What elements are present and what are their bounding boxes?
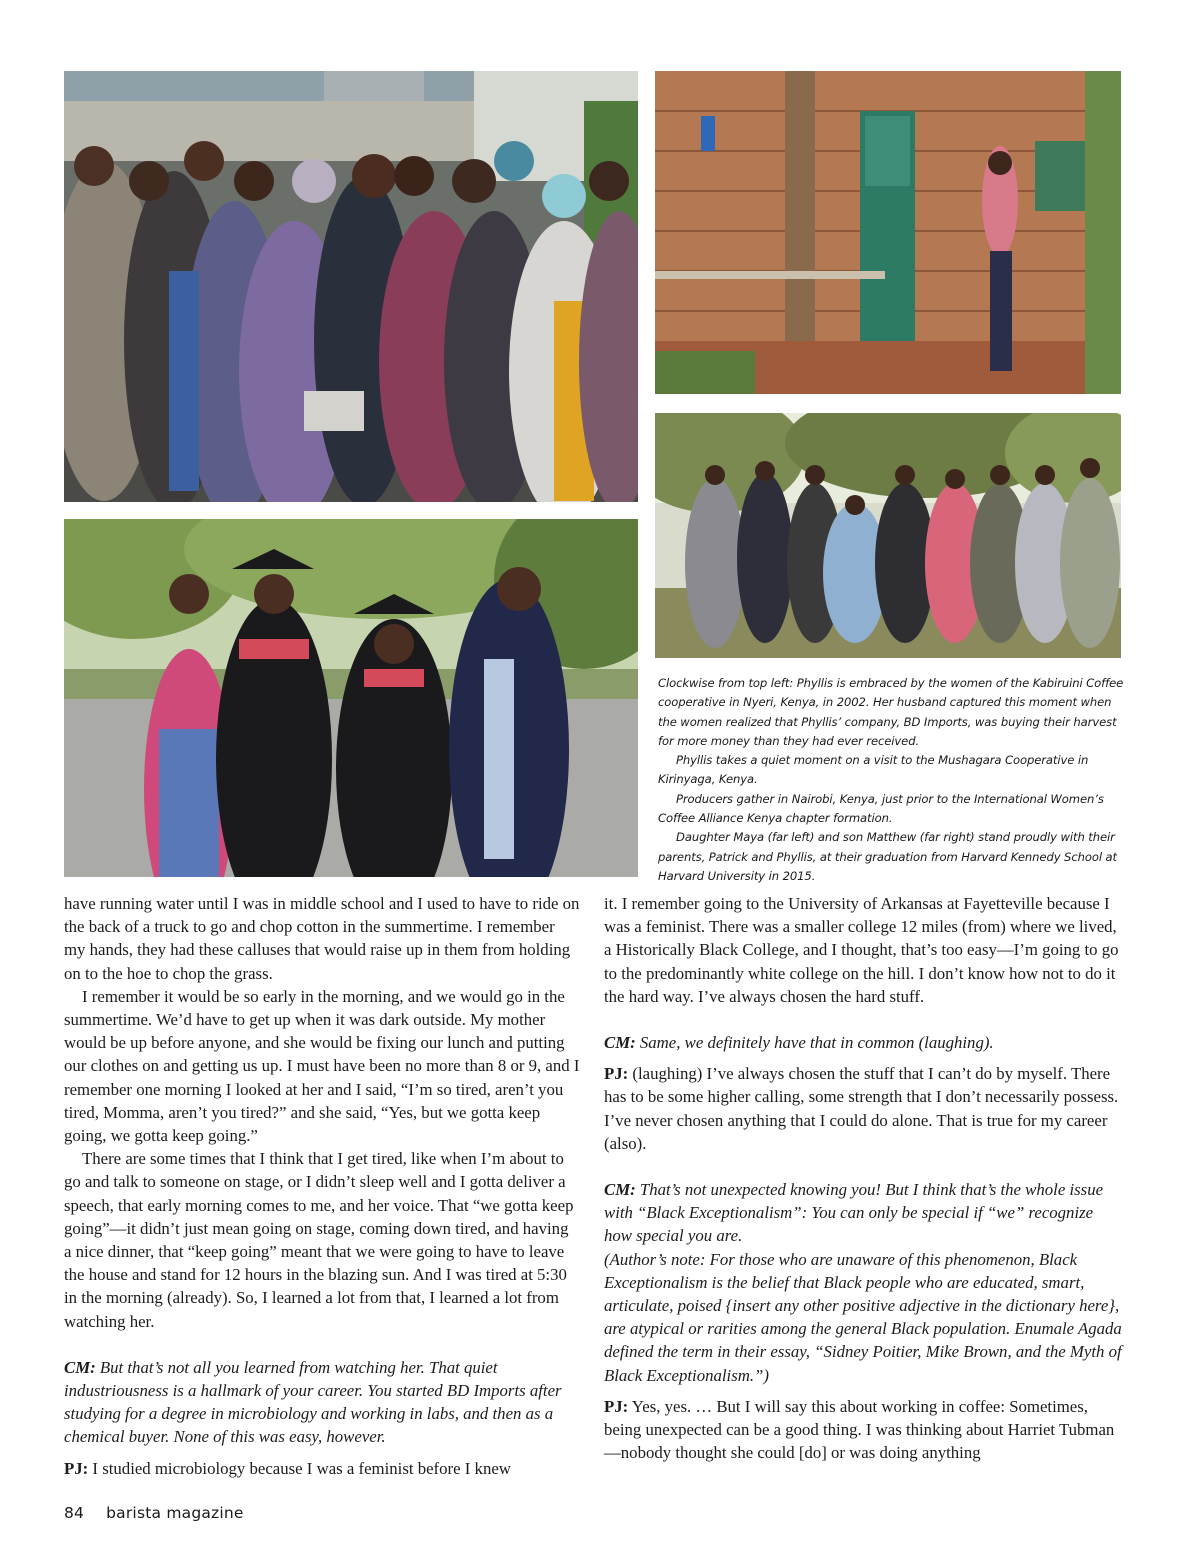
caption-line-3: Producers gather in Nairobi, Kenya, just prior to the International Women’s Coffee Alliance Kenya chapter formation. — [658, 791, 1104, 826]
article-column-right — [604, 892, 1122, 1464]
paragraph: have running water until I was in middle school and I used to have to ride on the back of a truck to go and chop cotton in the summertime. I remember my hands, they had these calluses that would raise up in them from holding on to the hoe to chop the grass. — [64, 894, 580, 983]
answer-text: Yes, yes. … But I will say this about working in coffee: Sometimes, being unexpected can be a good thing. I was thinking about Harriet Tubman—nobody thought she could [do] or was doing anything — [604, 1396, 1115, 1463]
photo-kabiruini-women — [64, 71, 638, 502]
interview-question — [604, 1031, 1122, 1054]
speaker-label: CM: — [604, 1180, 636, 1200]
paragraph: I remember it would be so early in the morning, and we would go in the summertime. We’d have to get up when it was dark outside. My mother would be up before anyone, and she would be fixing our lunch and putting our clothes on and getting us up. I must have been no more than 8 or 9, and I remember one morning I looked at her and I said, “I’m so tired, aren’t you tired, Momma, aren’t you tired?” and she said, “Yes, but we gotta keep going, we gotta keep going.” — [64, 986, 580, 1146]
answer-text: (laughing) I’ve always chosen the stuff that I can’t do by myself. There has to be some higher calling, some strength that I don’t necessarily possess. I’ve never chosen anything that I could do alone. That is true for my career (also). — [604, 1064, 1119, 1153]
photo-producers-nairobi — [655, 413, 1121, 658]
paragraph: There are some times that I think that I get tired, like when I’m about to go and talk to someone on stage, or I didn’t sleep well and I gotta deliver a speech, that early morning comes to me, and her voice. That “we gotta keep going”—it didn’t just mean going on stage, coming down tired, and having a nice dinner, that “keep going” meant that we were going to have to leave the house and stand for 12 hours in the blazing sun. And I was tired at 5:30 in the morning (already). So, I learned a lot from that, I learned a lot from watching her. — [64, 1149, 574, 1331]
authors-note: (Author’s note: For those who are unaware of this phenomenon, Black Exceptionalism is the belief that Black people who are educated, smart, articulate, poised {insert any other positive adjective in the dictionary here}, are atypical or rarities among the general Black population. Enumale Agada defined the term in their essay, “Sidney Poitier, Mike Brown, and the Myth of Black Exceptionalism.”) — [604, 1249, 1122, 1385]
caption-line-1: Clockwise from top left: Phyllis is embraced by the women of the Kabiruini Coffee cooperative in Nyeri, Kenya, in 2002. Her husband captured this moment when the women realized that Phyllis’ company, BD Imports, was buying their harvest for more money than they had ever received. — [658, 676, 1124, 748]
paragraph: it. I remember going to the University of Arkansas at Fayetteville because I was a feminist. There was a smaller college 12 miles (from) where we lived, a Historically Black College, and I thought, that’s too easy—I’m going to go to the predominantly white college on the hill. I don’t know how not to do it the hard way. I’ve always chosen the hard stuff. — [604, 894, 1119, 1006]
page-number: 84 — [64, 1504, 85, 1522]
page-footer — [64, 1504, 244, 1522]
photo-graduation-family — [64, 519, 638, 877]
speaker-label: PJ: — [604, 1396, 629, 1416]
answer-text: I studied microbiology because I was a feminist before I knew — [88, 1458, 511, 1478]
interview-question — [64, 1356, 580, 1449]
interview-question — [604, 1178, 1122, 1248]
speaker-label: CM: — [64, 1357, 96, 1377]
question-text: Same, we definitely have that in common (laughing). — [635, 1033, 994, 1053]
speaker-label: CM: — [604, 1033, 636, 1053]
publication-name: barista magazine — [106, 1504, 244, 1522]
caption-line-4: Daughter Maya (far left) and son Matthew (far right) stand proudly with their parents, Patrick and Phyllis, at their graduation from Harvard Kennedy School at Harvard University in 2015. — [658, 830, 1117, 883]
photo-mushagara-visit — [655, 71, 1121, 394]
question-text: But that’s not all you learned from watching her. That quiet industriousness is a hallmark of your career. You started BD Imports after studying for a degree in microbiology and working in labs, and then as a chemical buyer. None of this was easy, however. — [64, 1357, 562, 1447]
interview-answer — [64, 1457, 580, 1480]
interview-answer — [604, 1395, 1122, 1465]
article-column-left — [64, 892, 580, 1480]
speaker-label: PJ: — [604, 1064, 629, 1084]
speaker-label: PJ: — [64, 1458, 89, 1478]
question-text: That’s not unexpected knowing you! But I think that’s the whole issue with “Black Exceptionalism”: You can only be special if “we” recognize how special you are. — [604, 1180, 1104, 1246]
photo-caption — [658, 674, 1124, 886]
caption-line-2: Phyllis takes a quiet moment on a visit to the Mushagara Cooperative in Kirinyaga, Kenya. — [658, 753, 1089, 787]
interview-answer — [604, 1062, 1122, 1155]
